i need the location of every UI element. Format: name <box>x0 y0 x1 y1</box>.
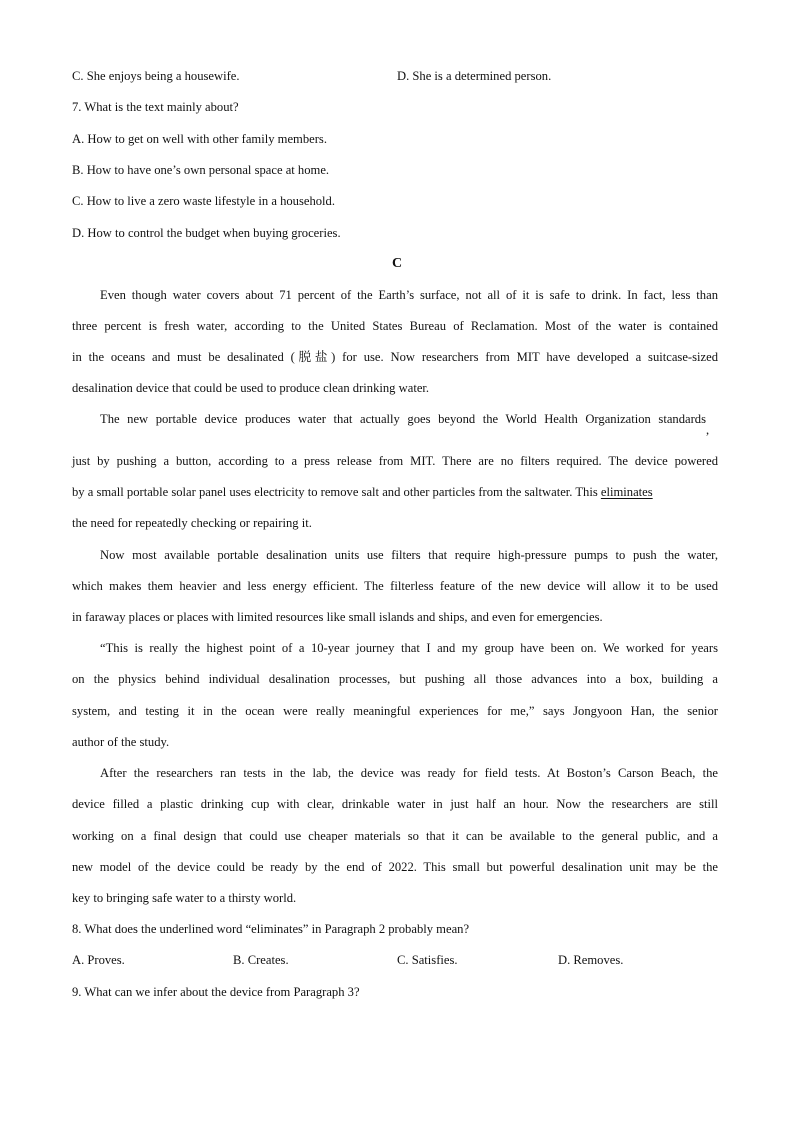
q7-option-c: C. How to live a zero waste lifestyle in a household. <box>72 194 336 208</box>
p4-line-1: “This is really the highest point of a 10-year journey that I and my group have been on. We worked for years <box>100 641 718 655</box>
q8-option-a: A. Proves. <box>72 953 125 967</box>
p4-line-4: author of the study. <box>72 735 170 749</box>
p3-line-3: in faraway places or places with limited resources like small islands and ships, and even for emergencies. <box>72 610 603 624</box>
p1-line-2: three percent is fresh water, according to the United States Bureau of Reclamation. Most of the water is contained <box>72 319 718 333</box>
p5-line-2: device filled a plastic drinking cup with clear, drinkable water in just half an hour. Now the researchers are still <box>72 797 718 811</box>
p1-line-4: desalination device that could be used to produce clean drinking water. <box>72 381 430 395</box>
q6-option-c: C. She enjoys being a housewife. <box>72 69 240 83</box>
p5-line-3: working on a final design that could use cheaper materials so that it can be available to the general public, and a <box>72 829 718 843</box>
p2-line-3-text: by a small portable solar panel uses electricity to remove salt and other particles from the saltwater. This <box>72 485 601 499</box>
p2-line-2: just by pushing a button, according to a press release from MIT. There are no filters required. The device powered <box>72 454 718 468</box>
q7-option-a: A. How to get on well with other family members. <box>72 132 327 146</box>
q7-option-b: B. How to have one’s own personal space at home. <box>72 163 330 177</box>
p3-line-2: which makes them heavier and less energy efficient. The filterless feature of the new device will allow it to be used <box>72 579 718 593</box>
p2-line-4: the need for repeatedly checking or repairing it. <box>72 516 312 530</box>
p4-line-3: system, and testing it in the ocean were really meaningful experiences for me,” says Jongyoon Han, the senior <box>72 704 718 718</box>
p5-line-1: After the researchers ran tests in the lab, the device was ready for field tests. At Boston’s Carson Beach, the <box>100 766 718 780</box>
q8-option-b: B. Creates. <box>233 953 289 967</box>
p2-line-3 <box>72 484 718 500</box>
q8-question: 8. What does the underlined word “eliminates” in Paragraph 2 probably mean? <box>72 922 470 936</box>
p2-stray-comma: , <box>706 423 710 437</box>
p3-line-1: Now most available portable desalination units use filters that require high-pressure pumps to push the water, <box>100 548 718 562</box>
q8-option-c: C. Satisfies. <box>397 953 458 967</box>
p2-line-1: The new portable device produces water that actually goes beyond the World Health Organization standards <box>100 412 706 426</box>
q7-question: 7. What is the text mainly about? <box>72 100 239 114</box>
q9-question: 9. What can we infer about the device from Paragraph 3? <box>72 985 360 999</box>
q6-option-d: D. She is a determined person. <box>397 69 552 83</box>
section-heading: C <box>391 256 403 271</box>
q7-option-d: D. How to control the budget when buying groceries. <box>72 226 341 240</box>
p4-line-2: on the physics behind individual desalination processes, but pushing all those advances into a box, building a <box>72 672 718 686</box>
underlined-word-eliminates: eliminates <box>600 485 653 499</box>
p1-line-1: Even though water covers about 71 percent of the Earth’s surface, not all of it is safe to drink. In fact, less than <box>100 288 718 302</box>
q8-option-d: D. Removes. <box>558 953 624 967</box>
p1-line-3: in the oceans and must be desalinated (脱盐) for use. Now researchers from MIT have developed a suitcase-sized <box>72 350 718 364</box>
p5-line-4: new model of the device could be ready by the end of 2022. This small but powerful desalination unit may be the <box>72 860 718 874</box>
p5-line-5: key to bringing safe water to a thirsty world. <box>72 891 297 905</box>
